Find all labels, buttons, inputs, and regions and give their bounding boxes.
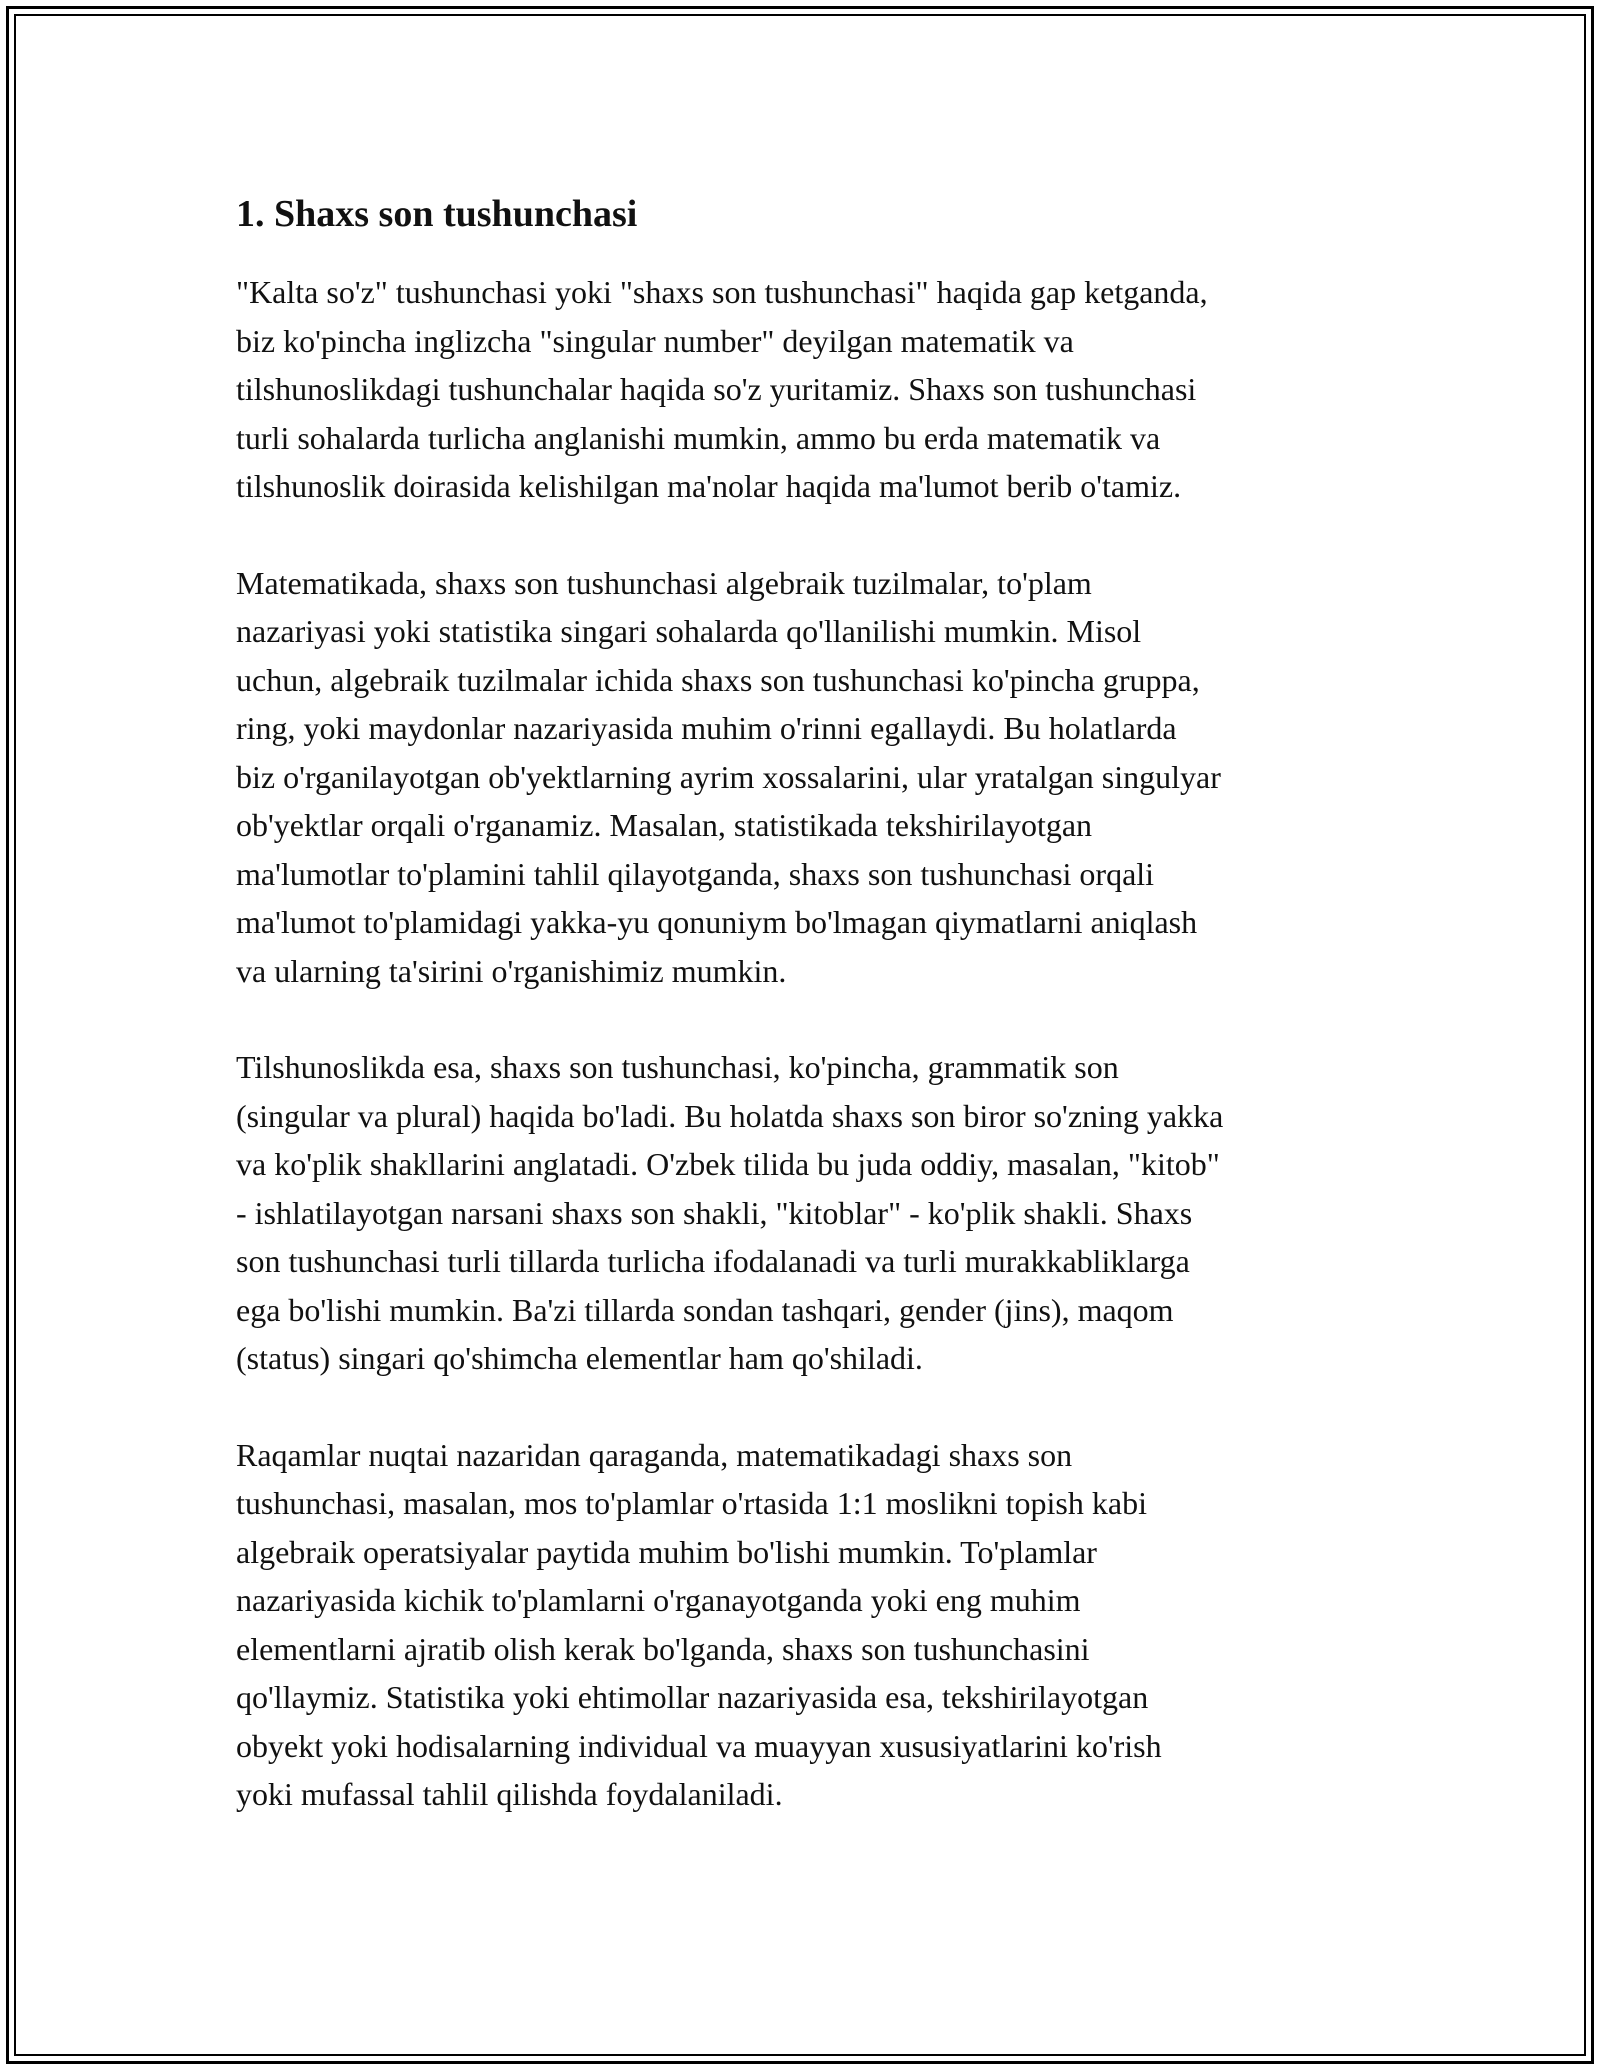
- document-body: [236, 184, 1366, 1867]
- paragraph-mathematics: Matematikada, shaxs son tushunchasi algebraik tuzilmalar, to'plam nazariyasi yoki statistika singari sohalarda qo'llanilishi mumkin. Misol uchun, algebraik tuzilmalar ichida shaxs son tushunchasi ko'pincha gruppa, ring, yoki maydonlar nazariyasida muhim o'rinni egallaydi. Bu holatlarda biz o'rganilayotgan ob'yektlarning ayrim xossalarini, ular yratalgan singulyar ob'yektlar orqali o'rganamiz. Masalan, statistikada tekshirilayotgan ma'lumotlar to'plamini tahlil qilayotganda, shaxs son tushunchasi orqali ma'lumot to'plamidagi yakka-yu qonuniym bo'lmagan qiymatlarni aniqlash va ularning ta'sirini o'rganishimiz mumkin.: [236, 564, 1221, 989]
- paragraph-linguistics: Tilshunoslikda esa, shaxs son tushunchasi, ko'pincha, grammatik son (singular va plural) haqida bo'ladi. Bu holatda shaxs son biror so'zning yakka va ko'plik shakllarini anglatadi. O'zbek tilida bu juda oddiy, masalan, "kitob" - ishlatilayotgan narsani shaxs son shakli, "kitoblar" - ko'plik shakli. Shaxs son tushunchasi turli tillarda turlicha ifodalanadi va turli murakkabliklarga ega bo'lishi mumkin. Ba'zi tillarda sondan tashqari, gender (jins), maqom (status) singari qo'shimcha elementlar ham qo'shiladi.: [236, 1049, 1224, 1376]
- paragraph-numbers: Raqamlar nuqtai nazaridan qaraganda, matematikadagi shaxs son tushunchasi, masalan, mos to'plamlar o'rtasida 1:1 moslikni topish kabi algebraik operatsiyalar paytida muhim bo'lishi mumkin. To'plamlar nazariyasida kichik to'plamlarni o'rganayotganda yoki eng muhim elementlarni ajratib olish kerak bo'lganda, shaxs son tushunchasini qo'llaymiz. Statistika yoki ehtimollar nazariyasida esa, tekshirilayotgan obyekt yoki hodisalarning individual va muayyan xususiyatlarini ko'rish yoki mufassal tahlil qilishda foydalaniladi.: [236, 1436, 1162, 1812]
- paragraph-intro: "Kalta so'z" tushunchasi yoki "shaxs son tushunchasi" haqida gap ketganda, biz ko'pincha inglizcha "singular number" deyilgan matematik va tilshunoslikdagi tushunchalar haqida so'z yuritamiz. Shaxs son tushunchasi turli sohalarda turlicha anglanishi mumkin, ammo bu erda matematik va tilshunoslik doirasida kelishilgan ma'nolar haqida ma'lumot berib o'tamiz.: [236, 274, 1208, 504]
- section-heading: 1. Shaxs son tushunchasi: [236, 193, 638, 235]
